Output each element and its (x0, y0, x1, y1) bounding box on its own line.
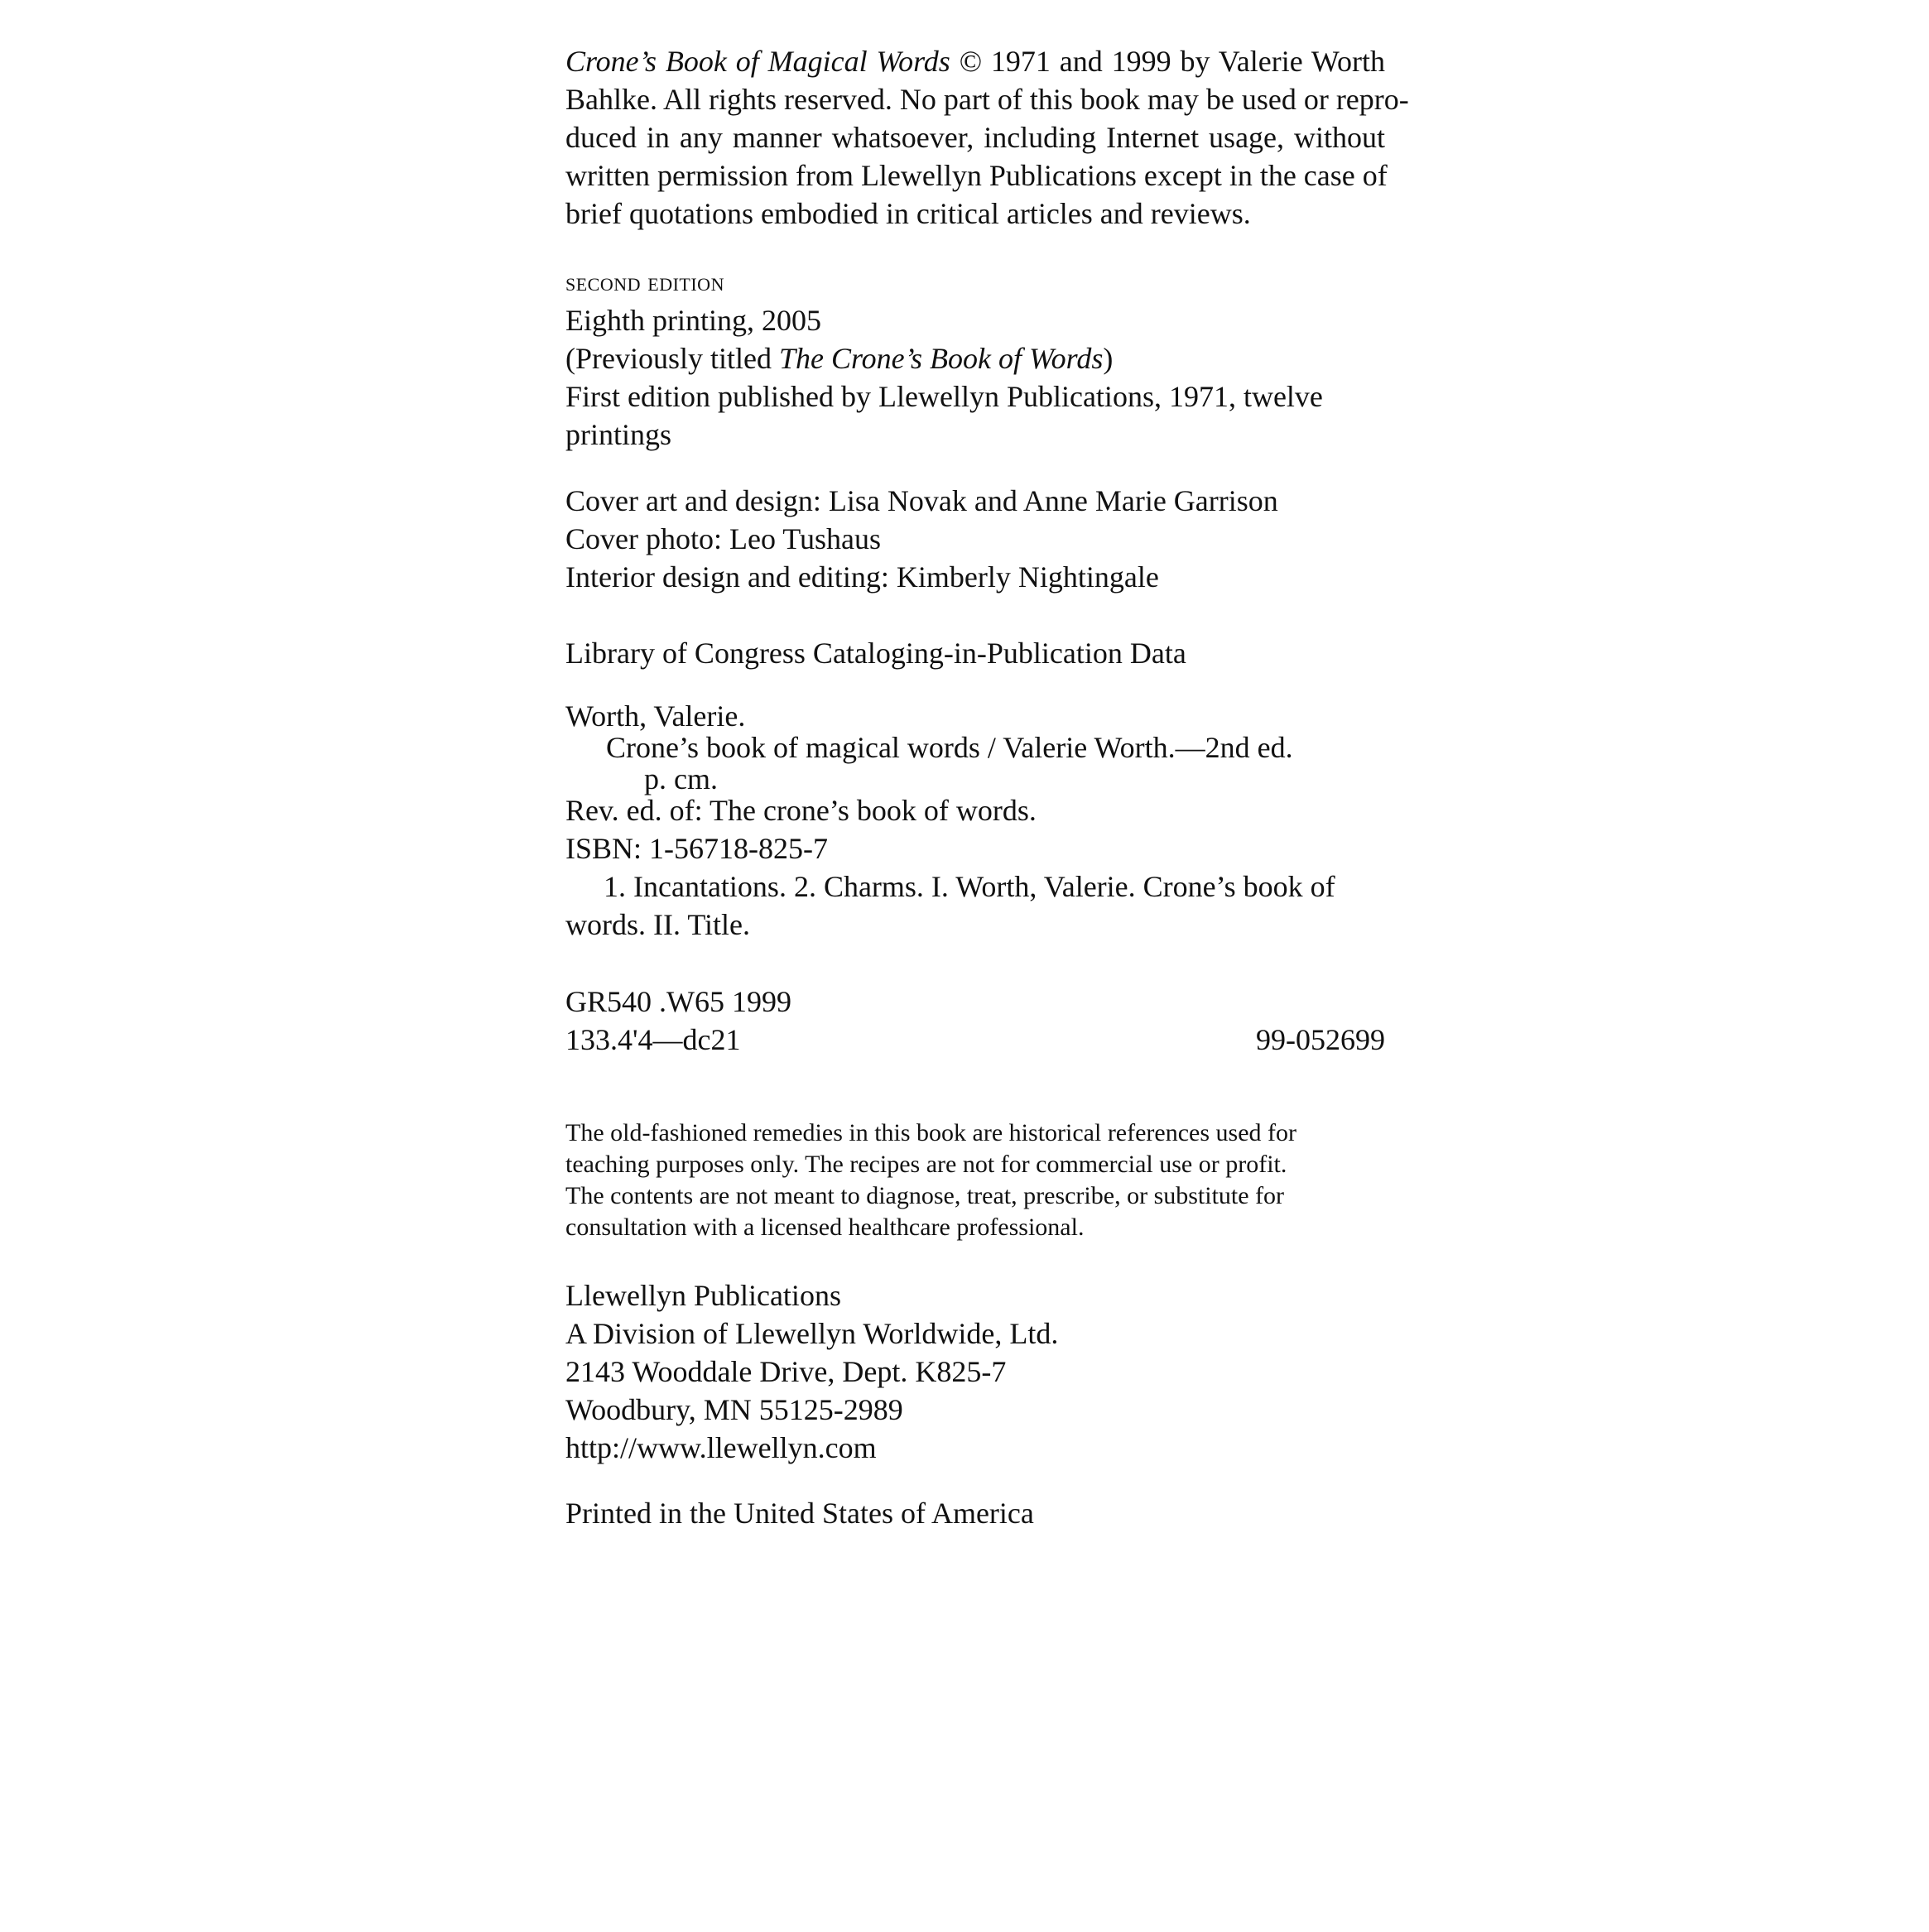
cover-art-credit: Cover art and design: Lisa Novak and Anne Marie Garrison (565, 484, 1278, 517)
disclaimer-line-1: The old-fashioned remedies in this book are historical references used for (565, 1119, 1297, 1146)
book-title: Crone’s Book of Magical Words (565, 45, 950, 78)
previous-title-line (565, 339, 1113, 377)
cip-pages: p. cm. (644, 762, 718, 795)
cip-revision: Rev. ed. of: The crone’s book of words. (565, 794, 1037, 827)
cip-title: Crone’s book of magical words / Valerie Worth.—2nd ed. (606, 731, 1293, 764)
publisher-division: A Division of Llewellyn Worldwide, Ltd. (565, 1317, 1059, 1350)
publisher-name: Llewellyn Publications (565, 1279, 841, 1312)
first-edition-line-2: printings (565, 418, 672, 451)
cip-heading: Library of Congress Cataloging-in-Publication Data (565, 637, 1186, 670)
previous-title-prefix: (Previously titled (565, 342, 779, 375)
copyright-line-1 (565, 42, 1385, 80)
first-edition-line-1: First edition published by Llewellyn Publications, 1971, twelve (565, 380, 1323, 413)
publisher-street: 2143 Wooddale Drive, Dept. K825-7 (565, 1355, 1007, 1388)
cip-isbn: ISBN: 1-56718-825-7 (565, 832, 828, 865)
disclaimer-line-2: teaching purposes only. The recipes are not for commercial use or profit. (565, 1151, 1287, 1178)
printing-line: Eighth printing, 2005 (565, 304, 821, 337)
interior-credit: Interior design and editing: Kimberly Nightingale (565, 560, 1159, 594)
cip-author: Worth, Valerie. (565, 699, 746, 733)
edition-label: second edition (565, 267, 724, 296)
cip-call-number: GR540 .W65 1999 (565, 985, 791, 1018)
cip-dewey: 133.4'4—dc21 (565, 1023, 741, 1056)
cip-subjects-line-1: 1. Incantations. 2. Charms. I. Worth, Valerie. Crone’s book of (604, 870, 1335, 903)
cover-photo-credit: Cover photo: Leo Tushaus (565, 522, 882, 555)
copyright-line-3: duced in any manner whatsoever, including Internet usage, without (565, 121, 1385, 154)
previous-title-suffix: ) (1103, 342, 1114, 375)
copyright-line-2: Bahlke. All rights reserved. No part of this book may be used or repro- (565, 83, 1409, 116)
publisher-url: http://www.llewellyn.com (565, 1431, 877, 1464)
copyright-notice: © 1971 and 1999 by Valerie Worth (950, 45, 1385, 78)
previous-title: The Crone’s Book of Words (778, 342, 1104, 375)
copyright-line-4: written permission from Llewellyn Publications except in the case of (565, 159, 1388, 192)
cip-subjects-line-2: words. II. Title. (565, 908, 751, 941)
disclaimer-line-4: consultation with a licensed healthcare professional. (565, 1214, 1085, 1241)
copyright-line-5: brief quotations embodied in critical articles and reviews. (565, 197, 1251, 230)
cip-lccn: 99-052699 (1256, 1023, 1385, 1056)
printed-in: Printed in the United States of America (565, 1497, 1034, 1530)
disclaimer-line-3: The contents are not meant to diagnose, treat, prescribe, or substitute for (565, 1182, 1285, 1209)
publisher-city: Woodbury, MN 55125-2989 (565, 1393, 903, 1426)
